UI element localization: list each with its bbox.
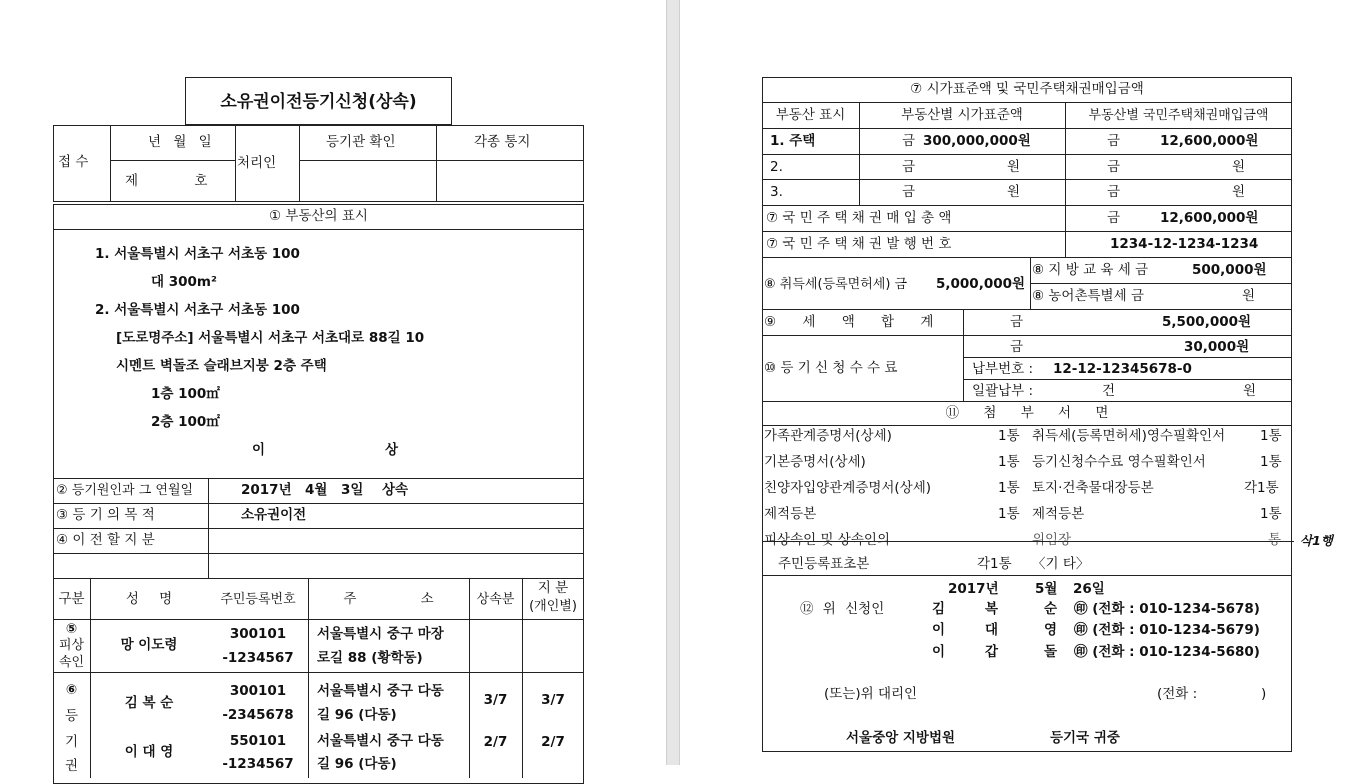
tax-total-label: ⑨ 세 액 합 계 <box>764 314 934 330</box>
applicant-phone: ㊞ (전화 : 010-1234-5678) <box>1074 601 1260 617</box>
amount-prefix: 금 <box>902 133 916 149</box>
row-value: 300,000,000원 <box>923 133 1031 149</box>
processor-label: 처리인 <box>237 155 277 171</box>
date-label: 년 월 일 <box>148 134 216 150</box>
page-gutter <box>666 0 680 765</box>
attach-left-count: 1통 <box>998 454 1020 470</box>
attach-right-count: 통 <box>1268 532 1282 548</box>
attach-right-name: 취득세(등록면허세)영수필확인서 <box>1032 428 1226 444</box>
decedent-category: 피상속인 <box>58 638 85 670</box>
left-page <box>0 0 666 774</box>
applicant-char: 이 <box>932 622 946 638</box>
attach-left-count: 각1통 <box>977 556 1012 572</box>
heir-name: 김 복 순 <box>124 695 174 711</box>
sign-day: 26일 <box>1073 581 1105 597</box>
acq-tax-value: 5,000,000원 <box>936 276 1026 292</box>
heir-rrn2: -1234567 <box>222 756 294 772</box>
row-bond: 원 <box>1232 184 1246 200</box>
strike-line <box>762 541 1294 542</box>
heirs-cat-char: 권 <box>64 758 79 774</box>
amount-prefix: 금 <box>1107 133 1121 149</box>
heir-addr1: 서울특별시 중구 다동 <box>317 733 444 749</box>
attach-right-name: 토지·건축물대장등본 <box>1032 480 1154 496</box>
applicant-char: 이 <box>932 644 946 660</box>
heir-rrn2: -2345678 <box>222 707 294 723</box>
bond-total-label: ⑦ 국 민 주 택 채 권 매 입 총 액 <box>766 210 952 226</box>
amount-prefix: 금 <box>1107 159 1121 175</box>
amount-prefix: 금 <box>902 184 916 200</box>
office-name: 등기국 귀중 <box>1050 730 1120 746</box>
col-name: 성 명 <box>125 591 173 607</box>
purpose-value: 소유권이전 <box>241 507 307 523</box>
applicant-char: 갑 <box>985 644 999 660</box>
valuation-header: ⑦ 시가표준액 및 국민주택채권매입금액 <box>910 81 1144 97</box>
rural-value: 원 <box>1242 288 1256 304</box>
applicant-char: 순 <box>1044 601 1058 617</box>
property-line: [도로명주소] 서울특별시 서초구 서초대로 88길 10 <box>116 330 425 346</box>
row-index: 3. <box>770 184 783 200</box>
sign-year: 2017년 <box>948 581 999 597</box>
notices-label: 각종 통지 <box>474 134 531 150</box>
attach-left-name: 친양자입양관계증명서(상세) <box>764 480 932 496</box>
property-line: 시멘트 벽돌조 슬래브지붕 2층 주택 <box>116 358 327 374</box>
applicant-phone: ㊞ (전화 : 010-1234-5679) <box>1074 622 1260 638</box>
fee-label: ⑩ 등 기 신 청 수 수 료 <box>764 360 898 376</box>
agent-label: (또는)위 대리인 <box>824 686 918 702</box>
registrar-check-label: 등기관 확인 <box>326 134 396 150</box>
payment-no-value: 12-12-12345678-0 <box>1053 361 1192 377</box>
col-category: 구분 <box>58 591 85 607</box>
amount-prefix: 금 <box>1010 339 1024 355</box>
heir-rrn1: 550101 <box>229 733 287 749</box>
row-value: 원 <box>1007 184 1021 200</box>
applicant-char: 대 <box>985 622 999 638</box>
acq-tax-label: ⑧ 취득세(등록면허세) 금 <box>764 277 908 292</box>
rural-label: ⑧ 농어촌특별세 금 <box>1032 288 1144 304</box>
row-index: 1. 주택 <box>770 133 816 149</box>
agent-phone: (전화 : <box>1157 686 1198 702</box>
row-bond: 원 <box>1232 159 1246 175</box>
amount-prefix: 금 <box>1107 184 1121 200</box>
attach-right-count: 1통 <box>1260 506 1282 522</box>
heir-portion: 2/7 <box>483 734 508 750</box>
attach-left-count: 1통 <box>998 506 1020 522</box>
cause-reason: 상속 <box>382 482 409 498</box>
applicant-char: 김 <box>932 601 946 617</box>
property-line: 2. 서울특별시 서초구 서초동 100 <box>95 302 300 318</box>
heir-addr2: 길 96 (다동) <box>317 707 397 723</box>
cause-label: ② 등기원인과 그 연월일 <box>56 483 194 498</box>
attach-right-name: 제적등본 <box>1032 506 1085 522</box>
decedent-addr2: 로길 88 (황학동) <box>317 650 423 666</box>
property-end-left: 이 <box>252 442 266 458</box>
local-edu-label: ⑧ 지 방 교 육 세 금 <box>1032 262 1149 278</box>
col-portion: 상속분 <box>476 592 515 607</box>
decedent-name: 망 이도령 <box>120 637 178 653</box>
bulk-won: 원 <box>1243 383 1257 399</box>
col-rrn: 주민등록번호 <box>220 592 296 607</box>
applicant-char: 복 <box>985 601 999 617</box>
cause-month: 4월 <box>305 482 328 498</box>
attach-left-name: 주민등록표초본 <box>778 556 870 572</box>
heir-addr1: 서울특별시 중구 다동 <box>317 683 444 699</box>
heirs-cat-char: 등 <box>64 708 79 724</box>
bulk-count: 건 <box>1102 383 1116 399</box>
row-value: 원 <box>1007 159 1021 175</box>
applicant-char: 영 <box>1044 622 1058 638</box>
local-edu-value: 500,000원 <box>1192 262 1267 278</box>
attach-left-name: 제적등본 <box>764 506 817 522</box>
heir-addr2: 길 96 (다동) <box>317 756 397 772</box>
bulk-label: 일괄납부 : <box>972 383 1034 399</box>
attach-left-count: 1통 <box>998 428 1020 444</box>
margin-note: 삭1행 <box>1300 533 1333 548</box>
amount-prefix: 금 <box>902 159 916 175</box>
attach-right-name: 위임장 <box>1032 532 1072 548</box>
attach-right-name: 등기신청수수료 영수필확인서 <box>1032 454 1206 470</box>
purpose-label: ③ 등 기 의 목 적 <box>56 507 155 523</box>
decedent-num: ⑤ <box>65 621 78 637</box>
right-page <box>680 0 1372 765</box>
heir-share: 3/7 <box>541 692 565 708</box>
decedent-addr1: 서울특별시 중구 마장 <box>317 626 444 642</box>
col-share: 지 분 <box>537 580 569 596</box>
col-address: 주 소 <box>343 591 434 607</box>
applicant-char: 돌 <box>1044 644 1058 660</box>
property-end-right: 상 <box>385 442 399 458</box>
court-name: 서울중앙 지방법원 <box>846 730 956 746</box>
heir-rrn1: 300101 <box>229 683 287 699</box>
number-label: 제 호 <box>125 173 208 189</box>
share-label: ④ 이 전 할 지 분 <box>56 532 155 548</box>
col-share-sub: (개인별) <box>529 599 577 614</box>
heirs-cat-char: 기 <box>64 734 79 750</box>
agent-phone-end: ) <box>1261 686 1267 702</box>
heir-name: 이 대 영 <box>124 744 174 760</box>
bond-total-value: 12,600,000원 <box>1160 210 1259 226</box>
heirs-num: ⑥ <box>65 682 78 698</box>
heir-share: 2/7 <box>541 734 565 750</box>
col-value: 부동산별 시가표준액 <box>901 107 1023 123</box>
fee-value: 30,000원 <box>1184 339 1250 355</box>
heir-portion: 3/7 <box>483 692 508 708</box>
property-line: 1. 서울특별시 서초구 서초동 100 <box>95 246 300 262</box>
decedent-rrn1: 300101 <box>229 626 287 642</box>
property-line: 2층 100㎡ <box>151 414 220 430</box>
reception-label: 접 수 <box>58 154 89 170</box>
attachments-header: ⑪ 첨 부 서 면 <box>945 405 1109 421</box>
bond-issue-label: ⑦ 국 민 주 택 채 권 발 행 번 호 <box>766 236 952 252</box>
tax-total-value: 5,500,000원 <box>1162 314 1252 330</box>
payment-no-label: 납부번호 : <box>972 361 1034 377</box>
sign-month: 5월 <box>1035 581 1058 597</box>
bond-issue-value: 1234-12-1234-1234 <box>1110 236 1259 252</box>
applicant-phone: ㊞ (전화 : 010-1234-5680) <box>1074 644 1260 660</box>
attach-left-count: 1통 <box>998 480 1020 496</box>
applicant-label: ⑫ 위 신청인 <box>800 601 885 617</box>
decedent-rrn2: -1234567 <box>222 650 294 666</box>
attach-left-name: 피상속인 및 상속인의 <box>764 532 890 548</box>
property-line: 1층 100㎡ <box>151 386 220 402</box>
attach-left-name: 가족관계증명서(상세) <box>764 428 892 444</box>
cause-year: 2017년 <box>241 482 292 498</box>
attach-right-count: 1통 <box>1260 454 1282 470</box>
property-line: 대 300m² <box>151 274 217 290</box>
col-bond: 부동산별 국민주택채권매입금액 <box>1088 108 1269 123</box>
row-bond: 12,600,000원 <box>1160 133 1259 149</box>
attach-left-name: 기본증명서(상세) <box>764 454 866 470</box>
attach-right-name: 〈기 타〉 <box>1032 556 1090 572</box>
attach-right-count: 1통 <box>1260 428 1282 444</box>
amount-prefix: 금 <box>1107 210 1121 226</box>
cause-day: 3일 <box>341 482 364 498</box>
property-header: ① 부동산의 표시 <box>269 208 368 224</box>
amount-prefix: 금 <box>1010 314 1024 330</box>
col-property: 부동산 표시 <box>775 107 846 123</box>
document-title: 소유권이전등기신청(상속) <box>220 92 417 112</box>
row-index: 2. <box>770 159 783 175</box>
attach-right-count: 각1통 <box>1244 480 1279 496</box>
